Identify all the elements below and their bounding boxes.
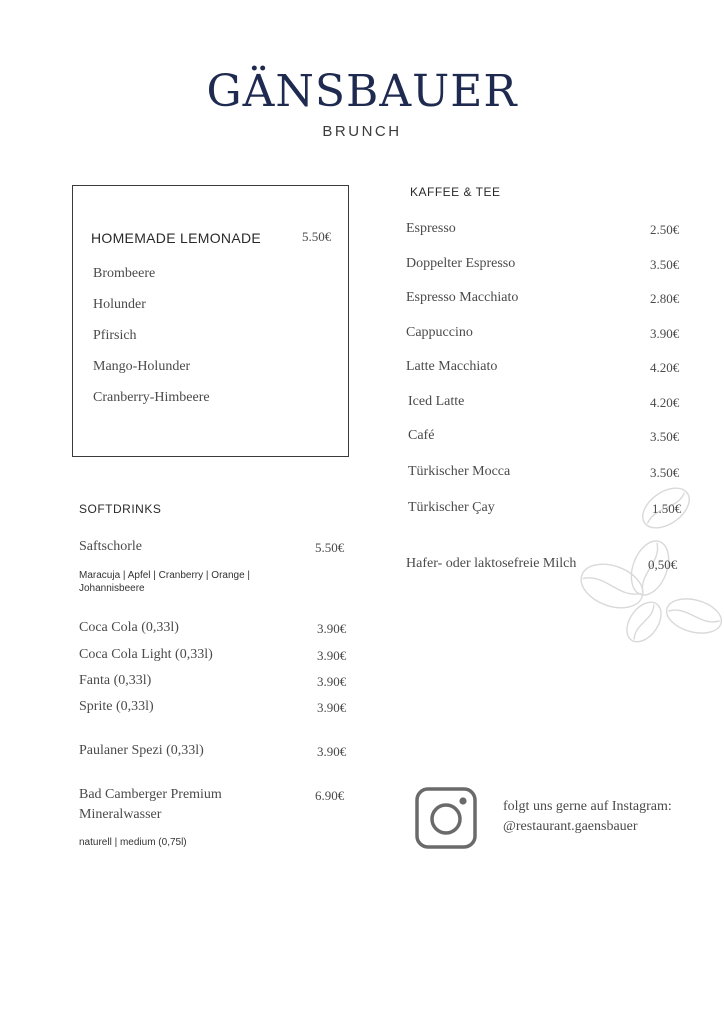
saftschorle-price: 5.50€: [315, 540, 345, 555]
coffee-price: 3.50€: [650, 257, 680, 272]
coffee-bean: [663, 593, 724, 638]
water-name-line1: Bad Camberger Premium: [79, 787, 222, 802]
water-price: 6.90€: [315, 788, 345, 803]
softdrink-name: Coca Cola Light (0,33l): [79, 647, 213, 662]
lemonade-flavor: Pfirsich: [93, 328, 137, 343]
coffee-price: 3.90€: [650, 326, 680, 341]
milk-option-name: Hafer- oder laktosefreie Milch: [406, 556, 577, 571]
lemonade-flavor: Cranberry-Himbeere: [93, 390, 210, 405]
water-note: naturell | medium (0,75l): [79, 837, 187, 848]
saftschorle-name: Saftschorle: [79, 539, 142, 554]
lemonade-box: [72, 185, 349, 457]
coffee-name: Espresso: [406, 221, 456, 236]
coffee-price: 1.50€: [652, 501, 682, 516]
water-name-line2: Mineralwasser: [79, 807, 162, 822]
coffee-price: 3.50€: [650, 465, 680, 480]
saftschorle-flavors: Maracuja | Apfel | Cranberry | Orange | Johannisbeere: [79, 570, 251, 594]
coffee-price: 4.20€: [650, 395, 680, 410]
softdrink-price: 3.90€: [317, 700, 347, 715]
instagram-handle[interactable]: @restaurant.gaensbauer: [503, 819, 638, 834]
coffee-price: 4.20€: [650, 360, 680, 375]
coffee-name: Iced Latte: [408, 394, 465, 409]
softdrink-price: 3.90€: [317, 674, 347, 689]
softdrink-name: Sprite (0,33l): [79, 699, 154, 714]
milk-option-price: 0,50€: [648, 557, 678, 572]
softdrink-name: Coca Cola (0,33l): [79, 620, 179, 635]
lemonade-flavor: Mango-Holunder: [93, 359, 191, 374]
softdrink-price: 3.90€: [317, 621, 347, 636]
softdrink-price: 3.90€: [317, 648, 347, 663]
coffee-price: 3.50€: [650, 429, 680, 444]
coffee-name: Doppelter Espresso: [406, 256, 516, 271]
lemonade-price: 5.50€: [302, 229, 332, 244]
softdrink-price: 3.90€: [317, 744, 347, 759]
coffee-bean: [620, 596, 668, 646]
coffee-price: 2.80€: [650, 291, 680, 306]
coffee-bean: [575, 556, 649, 615]
restaurant-title: GÄNSBAUER: [206, 66, 518, 117]
softdrink-name: Paulaner Spezi (0,33l): [79, 743, 204, 758]
coffee-name: Türkischer Mocca: [408, 464, 511, 479]
softdrink-name: Fanta (0,33l): [79, 673, 152, 688]
lemonade-flavor: Holunder: [93, 297, 146, 312]
coffee-name: Espresso Macchiato: [406, 290, 519, 305]
lemonade-heading: HOMEMADE LEMONADE: [91, 230, 262, 246]
coffee-name: Türkischer Çay: [408, 500, 495, 515]
coffee-price: 2.50€: [650, 222, 680, 237]
coffee-name: Latte Macchiato: [406, 359, 498, 374]
coffee-name: Café: [408, 428, 435, 443]
instagram-icon[interactable]: [415, 787, 477, 849]
instagram-invite: folgt uns gerne auf Instagram:: [503, 799, 672, 814]
coffee-name: Cappuccino: [406, 325, 473, 340]
softdrinks-heading: SOFTDRINKS: [79, 502, 162, 516]
coffee-beans-icon: [570, 486, 724, 646]
lemonade-flavor: Brombeere: [93, 266, 156, 281]
menu-subtitle: BRUNCH: [322, 123, 402, 140]
coffee-heading: KAFFEE & TEE: [410, 185, 501, 199]
